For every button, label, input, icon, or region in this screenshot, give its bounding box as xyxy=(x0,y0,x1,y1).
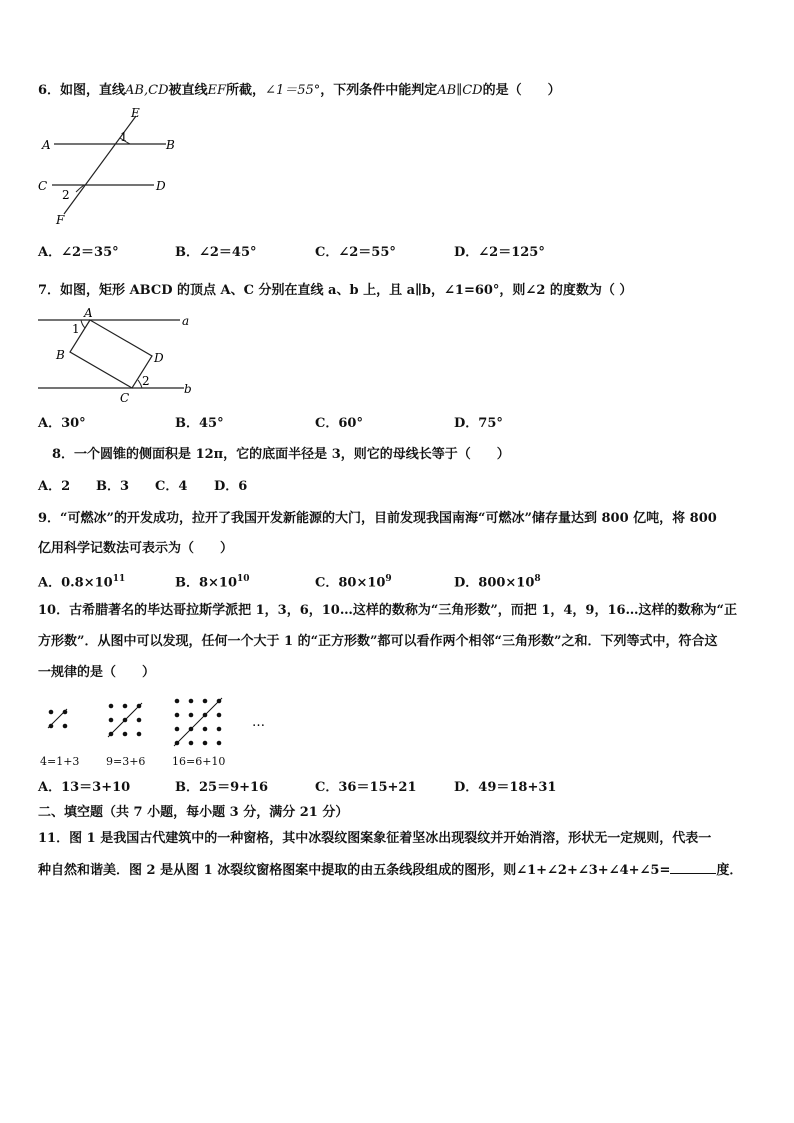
rectangle-abcd xyxy=(70,320,152,388)
q9-option-d[interactable]: D．$800\times 10^8$ xyxy=(454,574,541,591)
q6-option-a[interactable]: A．∠2＝35° xyxy=(38,245,119,260)
q6-figure xyxy=(34,104,184,230)
q10-stem-line1: 10．古希腊著名的毕达哥拉斯学派把 1，3，6，10…这样的数称为“三角形数”，而把 1，4，9，16…这样的数称为“正 xyxy=(38,603,738,618)
label-d: D xyxy=(156,179,166,193)
dot xyxy=(189,741,194,746)
q10-stem-line2: 方形数”．从图中可以发现，任何一个大于 1 的“正方形数”都可以看作两个相邻“三角形数”之和．下列等式中，符合这 xyxy=(38,634,718,649)
dot xyxy=(49,710,54,715)
q7-figure xyxy=(34,304,204,404)
dot xyxy=(137,732,142,737)
dot xyxy=(109,704,114,709)
q10-option-c[interactable]: C．36＝15+21 xyxy=(315,780,417,795)
divider-line xyxy=(174,698,222,746)
square-2x2 xyxy=(48,709,67,728)
q8-option-a[interactable]: A．2 xyxy=(38,479,71,494)
answer-blank[interactable] xyxy=(670,861,716,874)
label-c: C xyxy=(38,179,48,193)
q8-option-c[interactable]: C．4 xyxy=(155,479,188,494)
q7-option-b[interactable]: B．45° xyxy=(175,416,224,431)
q7-option-c[interactable]: C．60° xyxy=(315,416,363,431)
q11-stem-line2: 种自然和谐美．图 2 是从图 1 冰裂纹窗格图案中提取的由五条线段组成的图形，则∠1+∠2+∠3+∠4+∠5= 度． xyxy=(38,863,743,878)
dot xyxy=(203,699,208,704)
q9-stem-line1: 9．“可燃冰”的开发成功，拉开了我国开发新能源的大门，目前发现我国南海“可燃冰”储存量达到 800 亿吨，将 800 xyxy=(38,511,717,526)
q8-option-b[interactable]: B．3 xyxy=(96,479,130,494)
label-c-vertex: C xyxy=(120,391,130,404)
q10-caption-3: 16=6+10 xyxy=(172,755,226,768)
q9-stem-line2: 亿用科学记数法可表示为（ ） xyxy=(38,541,234,556)
label-two: 2 xyxy=(62,188,70,202)
dot xyxy=(137,718,142,723)
dot xyxy=(123,732,128,737)
square-3x3 xyxy=(108,703,142,737)
q9-option-c[interactable]: C．$80\times 10^9$ xyxy=(315,574,392,591)
label-e: E xyxy=(131,106,140,120)
label-a-vertex: A xyxy=(84,306,93,320)
label-line-b: b xyxy=(184,382,192,396)
dot xyxy=(189,699,194,704)
square-4x4 xyxy=(174,698,222,746)
dot xyxy=(175,699,180,704)
dot xyxy=(203,741,208,746)
q9-option-b[interactable]: B．$8\times 10^{10}$ xyxy=(175,574,250,591)
q10-stem-line3: 一规律的是（ ） xyxy=(38,665,156,680)
q9-option-a[interactable]: A．$0.8\times 10^{11}$ xyxy=(38,574,126,591)
label-line-a: a xyxy=(182,314,190,328)
dot xyxy=(217,713,222,718)
q7-option-d[interactable]: D．75° xyxy=(454,416,503,431)
q10-option-b[interactable]: B．25＝9+16 xyxy=(175,780,269,795)
dot xyxy=(109,718,114,723)
q6-stem: 6．如图，直线AB,CD被直线EF所截，∠1＝55°，下列条件中能判定AB∥CD的是（ ） xyxy=(38,83,561,98)
q7-stem: 7．如图，矩形 ABCD 的顶点 A、C 分别在直线 a、b 上，且 a∥b，∠1=60°，则∠2 的度数为（ ） xyxy=(38,283,633,298)
label-d-vertex: D xyxy=(154,351,164,365)
label-f: F xyxy=(56,213,65,227)
dot xyxy=(123,704,128,709)
label-b: B xyxy=(166,138,175,152)
q6-option-c[interactable]: C．∠2＝55° xyxy=(315,245,396,260)
q10-dot-figure xyxy=(38,694,278,752)
dot xyxy=(203,727,208,732)
dot xyxy=(63,724,68,729)
q8-option-d[interactable]: D．6 xyxy=(214,479,248,494)
section-2-title: 二、填空题（共 7 小题，每小题 3 分，满分 21 分） xyxy=(38,805,349,820)
label-one: 1 xyxy=(120,130,128,144)
dot xyxy=(217,727,222,732)
q6-option-b[interactable]: B．∠2＝45° xyxy=(175,245,257,260)
label-one: 1 xyxy=(72,322,80,336)
q6-option-d[interactable]: D．∠2＝125° xyxy=(454,245,545,260)
dot xyxy=(217,741,222,746)
q10-caption-1: 4=1+3 xyxy=(40,755,80,768)
q8-stem: 8．一个圆锥的侧面积是 12π，它的底面半径是 3，则它的母线长等于（ ） xyxy=(52,447,510,462)
q10-option-a[interactable]: A．13＝3+10 xyxy=(38,780,131,795)
label-b-vertex: B xyxy=(56,348,65,362)
q11-stem-line1: 11．图 1 是我国古代建筑中的一种窗格，其中冰裂纹图案象征着坚冰出现裂纹并开始消溶，形状无一定规则，代表一 xyxy=(38,831,712,846)
dot xyxy=(175,713,180,718)
label-a: A xyxy=(42,138,51,152)
angle-1-arc xyxy=(81,320,85,328)
dot xyxy=(189,713,194,718)
q10-option-d[interactable]: D．49＝18+31 xyxy=(454,780,557,795)
ellipsis: … xyxy=(252,715,265,730)
q7-option-a[interactable]: A．30° xyxy=(38,416,86,431)
label-two: 2 xyxy=(142,374,150,388)
q10-caption-2: 9=3+6 xyxy=(106,755,146,768)
dot xyxy=(175,727,180,732)
